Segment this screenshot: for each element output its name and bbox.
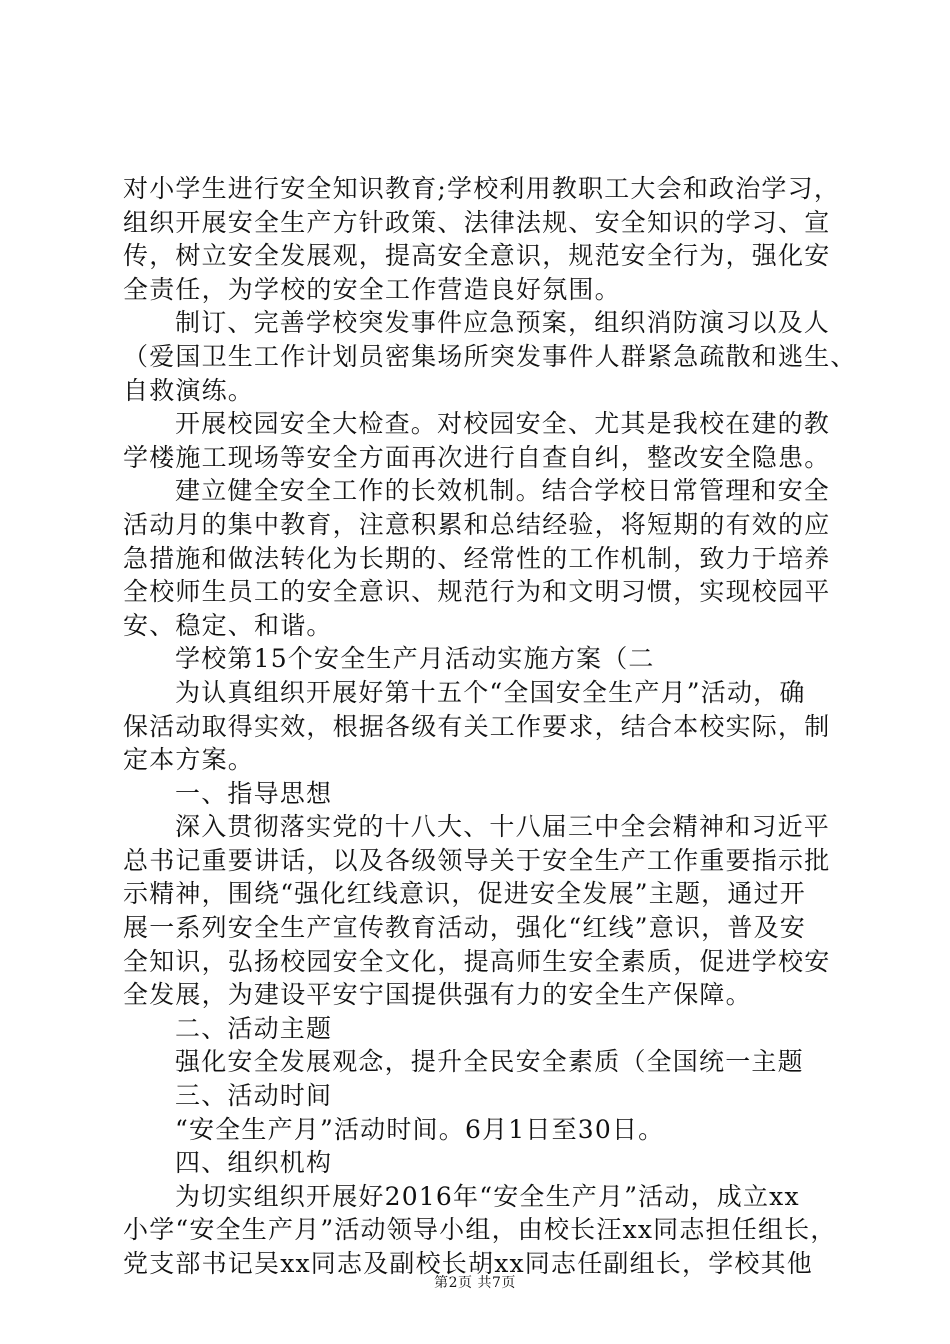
text-line: 传，树立安全发展观，提高安全意识，规范安全行为，强化安 — [123, 241, 831, 271]
text-line: 总书记重要讲话，以及各级领导关于安全生产工作重要指示批 — [123, 845, 831, 875]
text-line: 二、活动主题 — [175, 1013, 333, 1043]
text-line: 全校师生员工的安全意识、规范行为和文明习惯，实现校园平 — [123, 577, 831, 607]
text-line: 三、活动时间 — [175, 1081, 333, 1111]
text-line: 为切实组织开展好2016年“安全生产月”活动，成立xx — [175, 1181, 800, 1211]
document-body — [123, 172, 857, 1281]
text-line: 组织开展安全生产方针政策、法律法规、安全知识的学习、宣 — [123, 207, 831, 237]
text-line: 展一系列安全生产宣传教育活动，强化“红线”意识，普及安 — [123, 913, 806, 943]
page-footer: 第2页 共7页 — [434, 1275, 516, 1291]
text-line: 对小学生进行安全知识教育;学校利用教职工大会和政治学习， — [123, 174, 841, 203]
text-line: 安、稳定、和谐。 — [123, 610, 333, 640]
text-line: “安全生产月”活动时间。6月1日至30日。 — [175, 1114, 665, 1144]
text-line: 保活动取得实效，根据各级有关工作要求，结合本校实际，制 — [123, 711, 831, 741]
text-line: 深入贯彻落实党的十八大、十八届三中全会精神和习近平 — [175, 812, 831, 842]
text-line: 建立健全安全工作的长效机制。结合学校日常管理和安全 — [175, 476, 831, 506]
text-line: 党支部书记吴xx同志及副校长胡xx同志任副组长，学校其他 — [123, 1249, 813, 1278]
text-line: 一、指导思想 — [175, 778, 333, 808]
text-line: 急措施和做法转化为长期的、经常性的工作机制，致力于培养 — [123, 543, 831, 573]
text-line: 强化安全发展观念，提升全民安全素质（全国统一主题 — [175, 1047, 804, 1077]
text-line: 四、组织机构 — [175, 1148, 333, 1178]
text-line: 全责任，为学校的安全工作营造良好氛围。 — [123, 274, 621, 304]
text-line: 学校第15个安全生产月活动实施方案（二 — [175, 644, 655, 674]
text-line: 学楼施工现场等安全方面再次进行自查自纠，整改安全隐患。 — [123, 442, 831, 472]
text-line: 活动月的集中教育，注意积累和总结经验，将短期的有效的应 — [123, 509, 831, 539]
text-line: 为认真组织开展好第十五个“全国安全生产月”活动，确 — [175, 677, 806, 707]
text-line: 自救演练。 — [123, 375, 255, 405]
text-line: 开展校园安全大检查。对校园安全、尤其是我校在建的教 — [175, 409, 831, 439]
text-line: 小学“安全生产月”活动领导小组，由校长汪xx同志担任组长， — [123, 1215, 837, 1245]
text-line: 示精神，围绕“强化红线意识，促进安全发展”主题，通过开 — [123, 879, 806, 909]
text-line: 全知识，弘扬校园安全文化，提高师生安全素质，促进学校安 — [123, 946, 831, 976]
text-line: 全发展，为建设平安宁国提供强有力的安全生产保障。 — [123, 980, 752, 1010]
text-line: （爱国卫生工作计划员密集场所突发事件人群紧急疏散和逃生、 — [123, 341, 857, 371]
text-line: 制订、完善学校突发事件应急预案，组织消防演习以及人 — [175, 308, 831, 338]
text-line: 定本方案。 — [123, 745, 255, 775]
